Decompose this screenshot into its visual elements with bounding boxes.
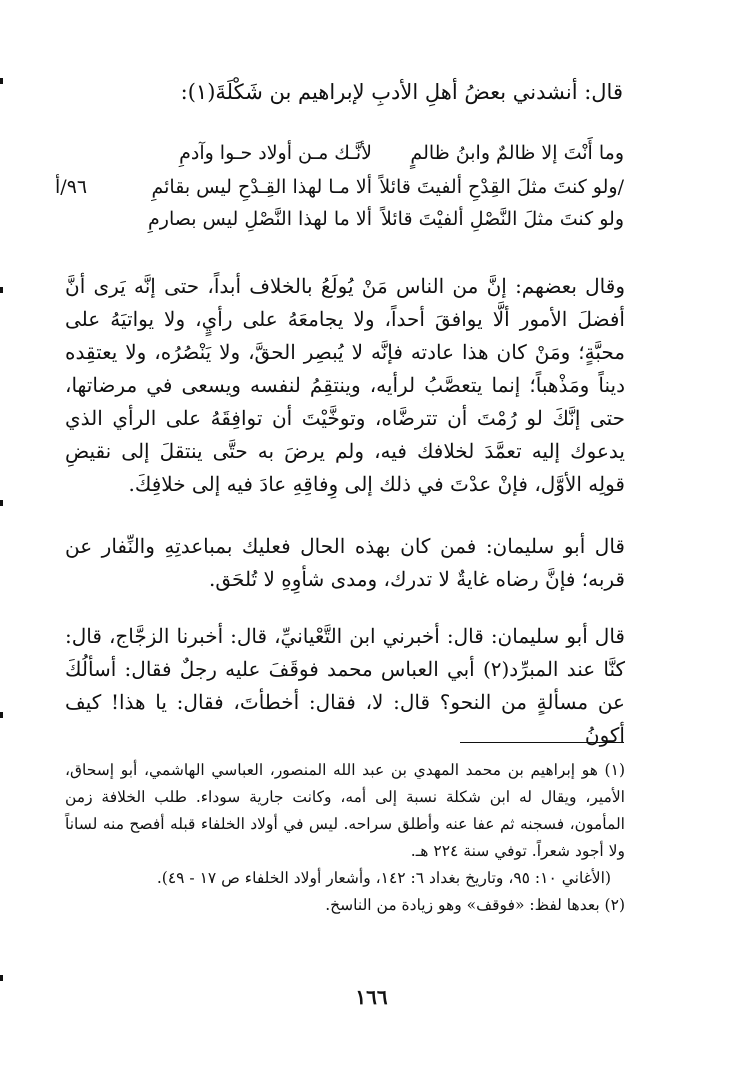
scan-mark (0, 975, 3, 981)
scan-mark (0, 712, 3, 718)
verse-line (122, 142, 624, 172)
verse-line (122, 176, 624, 206)
verse-second-hemistich: ألا مـا لهذا القِـدْحِ ليس بقائمِ (151, 176, 372, 198)
page-number: ١٦٦ (355, 985, 388, 1009)
scan-mark (0, 287, 3, 293)
footnote-divider (460, 742, 624, 743)
verse-first-hemistich: ولو كنتَ مثلَ النَّصْلِ ألفيْتَ قائلاً (381, 208, 624, 230)
footnotes (65, 757, 625, 919)
footnote-1: (١) هو إبراهيم بن محمد المهدي بن عبد الله المنصور، العباسي الهاشمي، أبو إسحاق، الأمير، ويقال له ابن شكلة نسبة إلى أمه، وكانت جارية سوداء. طلب الخلافة زمن المأمون، فسجنه ثم عفا عنه وأطلق سراحه. ليس في أولاد الخلفاء قبله أفصح منه لساناً ولا أجود شعراً. توفي سنة ٢٢٤ هـ. (65, 761, 625, 860)
verse-second-hemistich: ألا ما لهذا النَّصْلِ ليس بصارمِ (148, 208, 372, 230)
poem-intro: قال: أنشدني بعضُ أهلِ الأدبِ لإبراهيم بن شَكْلَةَ(١): (180, 80, 623, 104)
body-paragraph: وقال بعضهم: إنَّ من الناس مَنْ يُولَعُ بالخلاف أبداً، حتى إنَّه يَرى أنَّ أفضلَ الأمور ألَّا يوافقَ أحداً، ولا يجامعَهُ على رأيٍ، ولا يواتيَهُ على محبَّةٍ؛ ومَنْ كان هذا عادته فإنَّه لا يُبصِر الحقَّ، ولا يَنْصُرُه، ولا يعتقِده ديناً ومَذْهباً؛ إنما يتعصَّبُ لرأيه، وينتقِمُ لنفسه ويسعى في مرضاتها، حتى إنَّكَ لو رُمْتَ أن تترضَّاه، وتوخَّيْتَ أن توافِقَهُ على الرأي الذي يدعوك إليه تعمَّدَ لخلافك فيه، ولم يرضَ به حتَّى ينتقلَ إلى نقيضِ قولِه الأوَّل، فإنْ عدْتَ في ذلك إلى وِفاقِهِ عادَ فيه إلى خلافِكَ. (65, 274, 626, 496)
footnote-2: (٢) بعدها لفظ: «فوقف» وهو زيادة من الناسخ. (325, 896, 625, 914)
verse-second-hemistich: لأنَّـك مـن أولاد حـوا وآدمِ (179, 142, 372, 164)
scan-mark (0, 78, 3, 84)
body-paragraph: قال أبو سليمان: قال: أخبرني ابن التَّعْيانيِّ، قال: أخبرنا الزجَّاج، قال: كنَّا عند المبرِّد(٢) أبي العباس محمد فوقَفَ عليه رجلٌ فقال: أسألُكَ عن مسألةٍ من النحو؟ قال: لا، فقال: أخطأتَ، فقال: يا هذا! كيف أكونُ (65, 624, 626, 747)
verse-line (122, 208, 624, 238)
verse-first-hemistich: /ولو كنتَ مثلَ القِدْحِ ألفيتَ قائلاً (379, 176, 624, 198)
verse-first-hemistich: وما أَنْتَ إلا ظالمٌ وابنُ ظالمٍ (410, 142, 624, 164)
scan-mark (0, 500, 3, 506)
folio-marker: ٩٦/أ (55, 176, 88, 198)
body-paragraph: قال أبو سليمان: فمن كان بهذه الحال فعليك بمباعدتِهِ والنِّفار عن قربه؛ فإنَّ رضاه غايةٌ لا تدرك، ومدى شأوِهِ لا تُلحَق. (65, 534, 625, 591)
footnote-1-sources: (الأغاني ١٠: ٩٥، وتاريخ بغداد ٦: ١٤٢، وأشعار أولاد الخلفاء ص ١٧ - ٤٩). (156, 869, 611, 887)
